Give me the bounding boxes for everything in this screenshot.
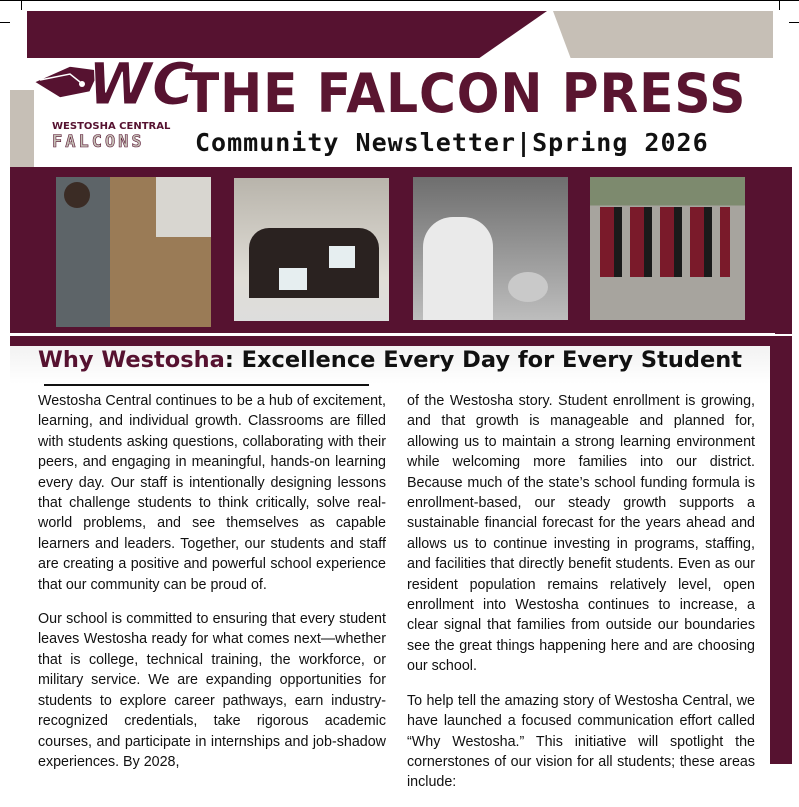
crop-mark xyxy=(0,22,10,23)
heading-highlight: Why Westosha xyxy=(38,347,225,373)
article-column-left xyxy=(38,391,386,786)
photo-marching-band xyxy=(590,177,745,320)
masthead-grey-bar xyxy=(553,11,773,58)
svg-text:WC: WC xyxy=(88,50,195,118)
photo-culinary-students xyxy=(413,177,568,320)
svg-text:WESTOSHA CENTRAL: WESTOSHA CENTRAL xyxy=(52,121,171,132)
crop-mark xyxy=(21,0,22,10)
page-edge xyxy=(0,0,799,1)
svg-text:FALCONS: FALCONS xyxy=(52,132,145,152)
heading-rest: : Excellence Every Day for Every Student xyxy=(224,347,743,373)
crop-mark xyxy=(789,22,799,23)
heading-underline xyxy=(44,384,369,386)
paragraph: of the Westosha story. Student enrollment is growing, and that growth is manageable and planned for, allowing us to maintain a strong learning environment while welcoming more families into our district. Because much of the state’s school funding formula is enrollment-based, our steady growth supports a sustainable financial forecast for the years ahead and allows us to continue investing in programs, staffing, and facilities that directly benefit students. Even as our resident population remains relatively level, open enrollment into Westosha continues to increase, a clear signal that families from outside our boundaries see the great things happening here and are choosing our school. xyxy=(407,393,755,675)
article-heading xyxy=(38,347,742,373)
newsletter-subtitle: Community Newsletter|Spring 2026 xyxy=(195,128,709,157)
photo-student-woodworking xyxy=(56,177,211,327)
newsletter-title: THE FALCON PRESS xyxy=(185,62,747,125)
paragraph: To help tell the amazing story of Westosha Central, we have launched a focused communication effort called “Why Westosha.” This initiative will spotlight the cornerstones of our vision for all students; these areas include: xyxy=(407,692,755,791)
article-column-right xyxy=(407,391,755,807)
crop-mark xyxy=(779,0,780,10)
heading-top-band xyxy=(10,336,792,346)
paragraph: Our school is committed to ensuring that every student leaves Westosha ready for what comes next—whether that is college, technical training, the workforce, or military service. We are expanding opportunities for students to explore career pathways, earn industry-recognized credentials, take rigorous academic courses, and participate in internships and job-shadow experiences. By 2028, xyxy=(38,611,386,770)
photo-students-with-certificates xyxy=(234,178,389,321)
school-logo xyxy=(30,32,195,152)
paragraph: Westosha Central continues to be a hub of excitement, learning, and individual growth. Classrooms are filled with students asking questions, collaborating with their peers, and engaging in meaningful, hands-on learning every day. Our staff is intentionally designing lessons that challenge students to think critically, solve real-world problems, and see themselves as capable learners and leaders. Together, our students and staff are creating a positive and powerful school experience that our community can be proud of. xyxy=(38,393,386,593)
right-border-strip xyxy=(770,336,792,764)
